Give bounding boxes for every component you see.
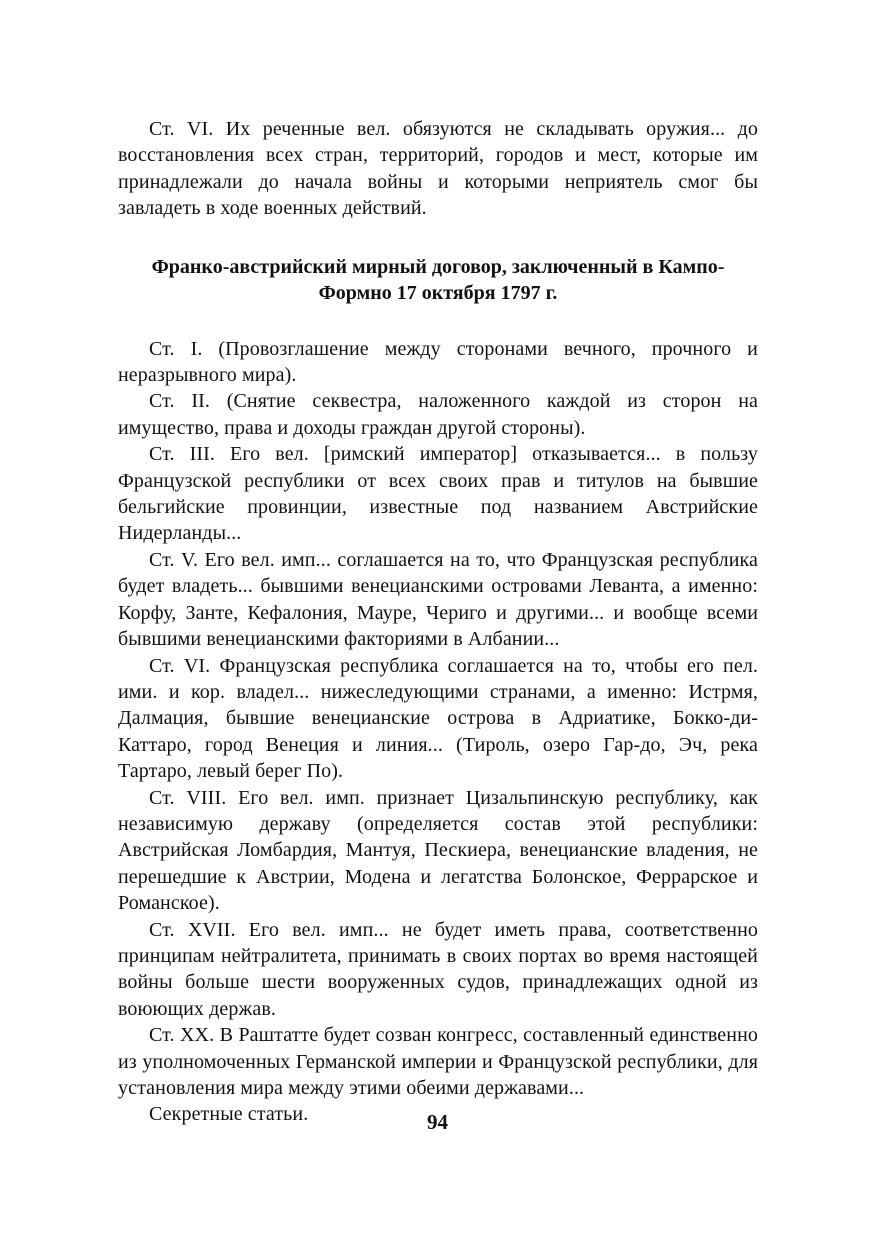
article-17: Ст. XVII. Его вел. имп... не будет иметь права, соответственно принципам нейтралитета, принимать в своих портах во время настоящей войны больше шести вооруженных судов, принадлежащих одной из воюющих держав. <box>118 918 758 1020</box>
article-20: Ст. XX. В Раштатте будет созван конгресс, составленный единственно из уполномоченных Германской империи и Французской республики, для установления мира между этими обеими державами... <box>118 1024 758 1099</box>
treaty-heading-line-1: Франко-австрийский мирный договор, заключенный в Кампо- <box>151 255 725 278</box>
article-1: Ст. I. (Провозглашение между сторонами вечного, прочного и неразрывного мира). <box>118 337 758 387</box>
article-5: Ст. V. Его вел. имп... соглашается на то, что Французская республика будет владеть... бывшими венецианскими островами Леванта, а именно: Корфу, Занте, Кефалония, Мауре, Чериго и другими... и вообще всеми бывшими венецианскими факториями в Албании... <box>118 548 758 651</box>
treaty-heading-line-2: Формно 17 октября 1797 г. <box>318 281 558 304</box>
article-6: Ст. VI. Французская республика соглашается на то, чтобы его пел. ими. и кор. владел... нижеследующими странами, а именно: Истрмя, Далмация, бывшие венецианские острова в Адриатике, Бокко-ди-Каттаро, город Венеция и линия... (Тироль, озеро Гар-до, Эч, река Тартаро, левый берег По). <box>118 654 758 783</box>
treaty-heading <box>118 254 758 306</box>
intro-paragraph: Ст. VI. Их реченные вел. обязуются не складывать оружия... до восстановления всех стран, территорий, городов и мест, которые им принадлежали до начала войны и которыми неприятель смог бы завладеть в ходе военных действий. <box>118 118 758 220</box>
article-3: Ст. III. Его вел. [римский император] отказывается... в пользу Французской республики от всех своих прав и титулов на бывшие бельгийские провинции, известные под названием Австрийские Нидерланды... <box>118 443 758 545</box>
article-2: Ст. II. (Снятие секвестра, наложенного каждой из сторон на имущество, права и доходы граждан другой стороны). <box>118 390 758 439</box>
document-page <box>118 116 758 1128</box>
article-8: Ст. VIII. Его вел. имп. признает Цизальпинскую республику, как независимую державу (определяется состав этой республики: Австрийская Ломбардия, Мантуя, Пескиера, венецианские владения, не перешедшие к Австрии, Модена и легатства Болонское, Феррарское и Романское). <box>118 786 758 915</box>
secret-articles-label: Секретные статьи. <box>149 1103 309 1126</box>
page-number: 94 <box>427 1110 448 1134</box>
